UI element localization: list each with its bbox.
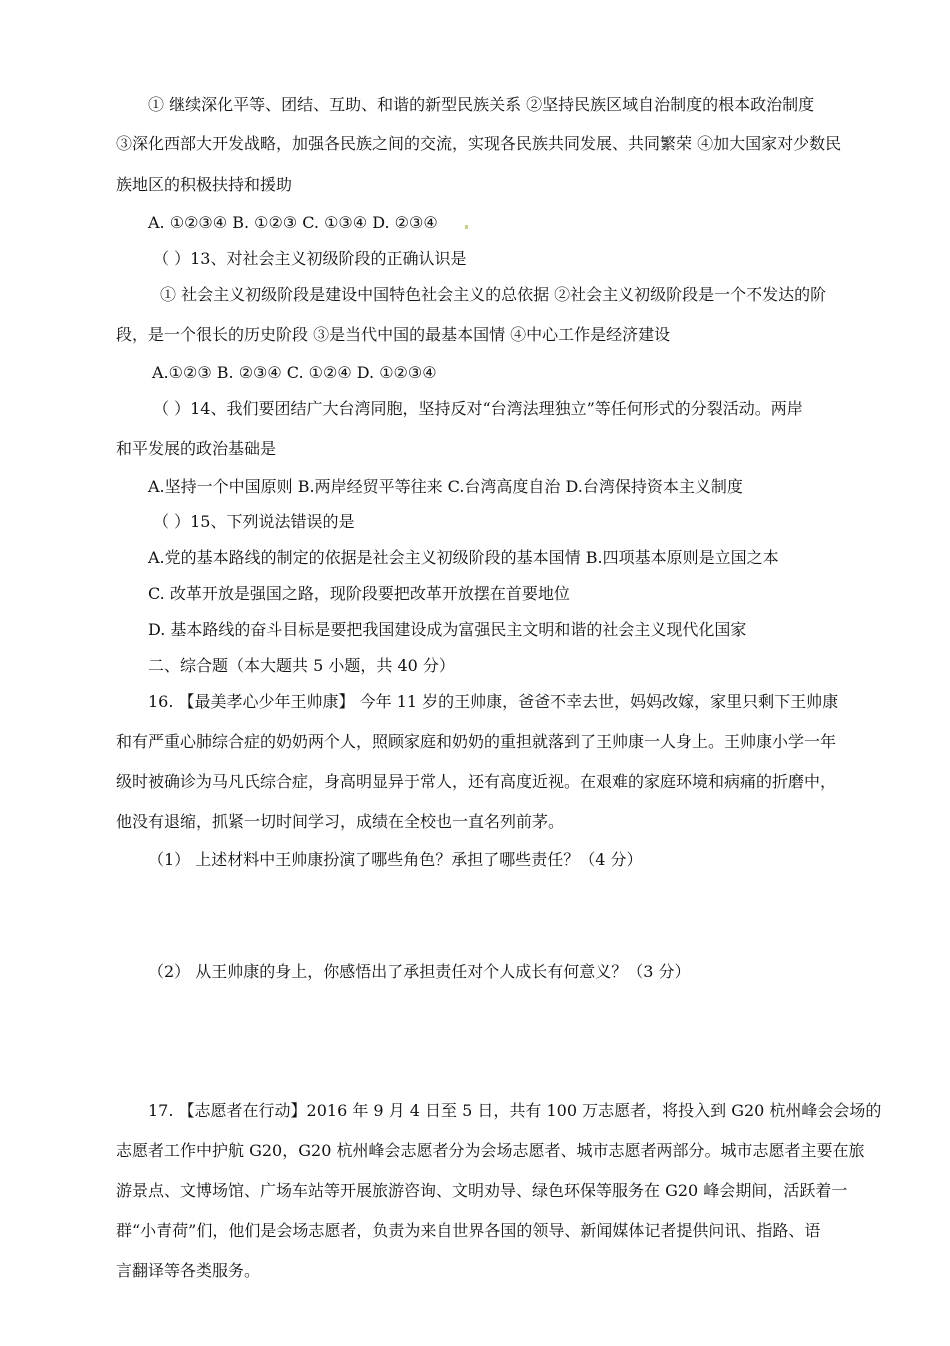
q13-line-2: 段，是一个很长的历史阶段 ③是当代中国的最基本国情 ④中心工作是经济建设 bbox=[116, 325, 671, 344]
q17-line-2: 志愿者工作中护航 G20，G20 杭州峰会志愿者分为会场志愿者、城市志愿者两部分。城市志愿者主要在旅 bbox=[116, 1141, 865, 1160]
section-2-title: 二、综合题（本大题共 5 小题，共 40 分） bbox=[148, 656, 455, 675]
q16-subquestion-1: （1） 上述材料中王帅康扮演了哪些角色？承担了哪些责任？（4 分） bbox=[148, 850, 643, 869]
q15-option-c: C. 改革开放是强国之路，现阶段要把改革开放摆在首要地位 bbox=[148, 584, 570, 603]
q15-options-a-b: A.党的基本路线的制定的依据是社会主义初级阶段的基本国情 B.四项基本原则是立国之本 bbox=[148, 548, 779, 567]
q15-option-d: D. 基本路线的奋斗目标是要把我国建设成为富强民主文明和谐的社会主义现代化国家 bbox=[148, 620, 747, 639]
q12-option-line-3: 族地区的积极扶持和援助 bbox=[116, 175, 293, 194]
scan-speck bbox=[465, 225, 468, 229]
q16-line-3: 级时被确诊为马凡氏综合症，身高明显异于常人，还有高度近视。在艰难的家庭环境和病痛的折磨中， bbox=[116, 772, 837, 791]
q12-choices: A. ①②③④ B. ①②③ C. ①③④ D. ②③④ bbox=[148, 213, 438, 232]
q13-line-1: ① 社会主义初级阶段是建设中国特色社会主义的总依据 ②社会主义初级阶段是一个不发达的阶 bbox=[160, 285, 827, 304]
q14-stem-line-1: （ ）14、我们要团结广大台湾同胞，坚持反对“台湾法理独立”等任何形式的分裂活动。两岸 bbox=[153, 399, 803, 418]
q16-line-1: 16. 【最美孝心少年王帅康】 今年 11 岁的王帅康，爸爸不幸去世，妈妈改嫁，家里只剩下王帅康 bbox=[148, 692, 839, 711]
q17-line-5: 言翻译等各类服务。 bbox=[116, 1261, 261, 1280]
q17-line-1: 17. 【志愿者在行动】2016 年 9 月 4 日至 5 日，共有 100 万志愿者，将投入到 G20 杭州峰会会场的 bbox=[148, 1101, 882, 1120]
q14-stem-line-2: 和平发展的政治基础是 bbox=[116, 439, 277, 458]
q14-choices: A.坚持一个中国原则 B.两岸经贸平等往来 C.台湾高度自治 D.台湾保持资本主义制度 bbox=[148, 477, 743, 496]
q13-stem: （ ）13、对社会主义初级阶段的正确认识是 bbox=[153, 249, 467, 268]
q12-option-line-2: ③深化西部大开发战略，加强各民族之间的交流，实现各民族共同发展、共同繁荣 ④加大国家对少数民 bbox=[116, 134, 842, 153]
q15-stem: （ ）15、下列说法错误的是 bbox=[153, 512, 355, 531]
q16-line-2: 和有严重心肺综合症的奶奶两个人，照顾家庭和奶奶的重担就落到了王帅康一人身上。王帅康小学一年 bbox=[116, 732, 837, 751]
q17-line-4: 群“小青荷”们，他们是会场志愿者，负责为来自世界各国的领导、新闻媒体记者提供问讯、指路、语 bbox=[116, 1221, 821, 1240]
q16-subquestion-2: （2） 从王帅康的身上，你感悟出了承担责任对个人成长有何意义？（3 分） bbox=[148, 962, 691, 981]
q13-choices: A.①②③ B. ②③④ C. ①②④ D. ①②③④ bbox=[152, 363, 437, 382]
q12-option-line-1: ① 继续深化平等、团结、互助、和谐的新型民族关系 ②坚持民族区域自治制度的根本政治制度 bbox=[148, 95, 815, 114]
q17-line-3: 游景点、文博场馆、广场车站等开展旅游咨询、文明劝导、绿色环保等服务在 G20 峰会期间，活跃着一 bbox=[116, 1181, 848, 1200]
q16-line-4: 他没有退缩，抓紧一切时间学习，成绩在全校也一直名列前茅。 bbox=[116, 812, 565, 831]
